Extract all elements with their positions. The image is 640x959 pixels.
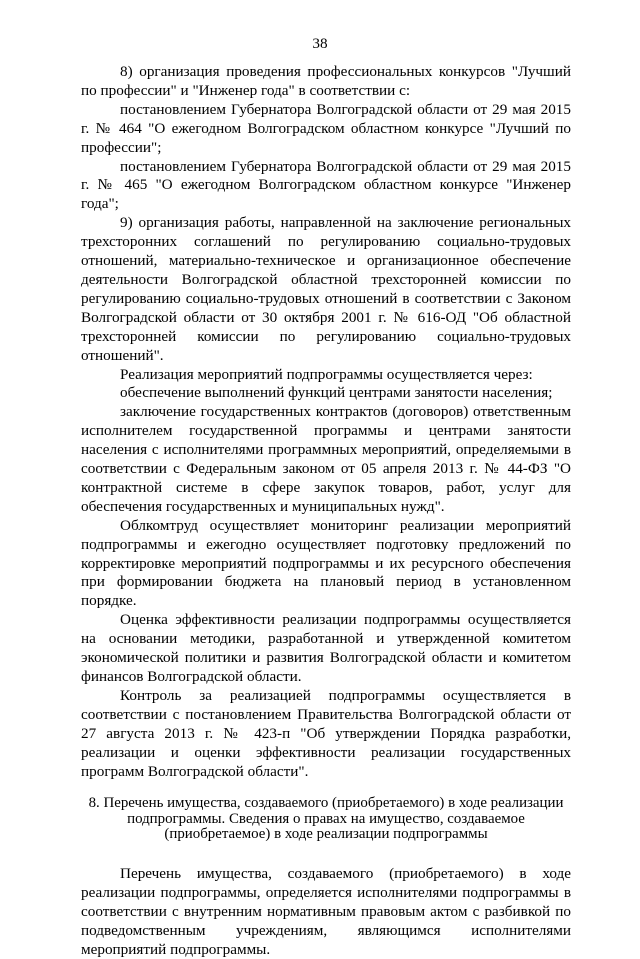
paragraph-item-9: 9) организация работы, направленной на заключение региональных трехсторонних соглашений по регулированию социально-трудовых отношений, материально-техническое и организационное обеспечение деятельности Волгоградской областной трехсторонней комиссии по регулированию социально-трудовых отношений в соответствии с Законом Волгоградской области от 30 октября 2001 г. № 616-ОД "Об областной трехсторонней комиссии по регулированию социально-трудовых отношений". [81,214,571,364]
section-heading: 8. Перечень имущества, создаваемого (приобретаемого) в ходе реализации подпрограммы. Сведения о правах на имущество, создаваемое (приобретаемое) в ходе реализации подпрограммы [88,795,564,843]
spacer [81,843,571,865]
paragraph-employment-centers: обеспечение выполнений функций центрами занятости населения; [120,384,553,402]
paragraph-decree-465: постановлением Губернатора Волгоградской области от 29 мая 2015 г. № 465 "О ежегодном Волгоградском областном конкурсе "Инженер года"; [81,157,571,213]
paragraph-implementation-intro: Реализация мероприятий подпрограммы осуществляется через: [120,365,533,383]
paragraph-property-list: Перечень имущества, создаваемого (приобретаемого) в ходе реализации подпрограммы, определяется исполнителями подпрограммы в соответствии с внутренним нормативным правовым актом с разбивкой по подведомственным учреждениям, являющимся исполнителями мероприятий подпрограммы. [81,864,571,958]
paragraph-monitoring: Облкомтруд осуществляет мониторинг реализации мероприятий подпрограммы и ежегодно осуществляет подготовку предложений по корректировке мероприятий подпрограммы и их ресурсного обеспечения при формировании бюджета на плановый период в установленном порядке. [81,516,571,610]
paragraph-efficiency-assessment: Оценка эффективности реализации подпрограммы осуществляется на основании методики, разработанной и утвержденной комитетом экономической политики и развития Волгоградской области и комитетом финансов Волгоградской области. [81,611,571,685]
paragraph-contracts: заключение государственных контрактов (договоров) ответственным исполнителем государственной программы и центрами занятости населения с исполнителями программных мероприятий, определяемыми в соответствии с Федеральным законом от 05 апреля 2013 г. № 44-ФЗ "О контрактной системе в сфере закупок товаров, работ, услуг для обеспечения государственных и муниципальных нужд". [81,403,571,515]
paragraph-item-8: 8) организация проведения профессиональных конкурсов "Лучший по профессии" и "Инженер года" в соответствии с: [81,63,571,99]
paragraph-decree-464: постановлением Губернатора Волгоградской области от 29 мая 2015 г. № 464 "О ежегодном Волгоградском областном конкурсе "Лучший по профессии"; [81,100,571,156]
page-number: 38 [312,35,328,52]
document-body [81,63,571,959]
paragraph-control: Контроль за реализацией подпрограммы осуществляется в соответствии с постановлением Правительства Волгоградской области от 27 августа 2013 г. № 423-п "Об утверждении Порядка разработки, реализации и оценки эффективности реализации государственных программ Волгоградской области". [81,686,571,780]
